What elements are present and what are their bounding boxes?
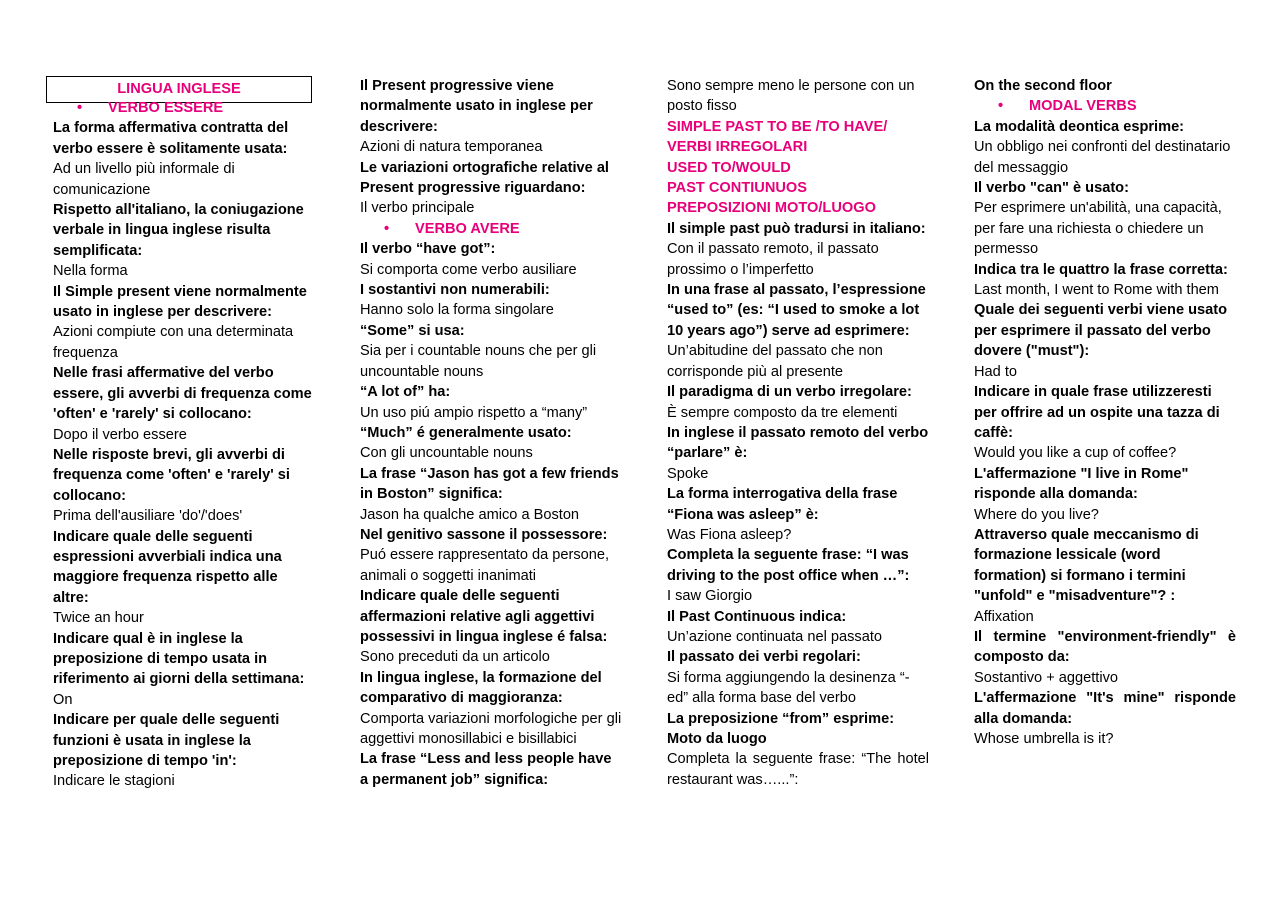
question: “Much” é generalmente usato:	[360, 424, 572, 441]
answer: Sono preceduti da un articolo	[360, 649, 550, 666]
answer: Si comporta come verbo ausiliare	[360, 261, 577, 278]
question: Il Past Continuous indica:	[667, 608, 847, 625]
question: Il verbo "can" è usato:	[974, 180, 1129, 197]
question: La modalità deontica esprime:	[974, 118, 1185, 135]
answer: Affixation	[974, 608, 1034, 625]
question: Il passato dei verbi regolari:	[667, 649, 861, 666]
answer: I saw Giorgio	[667, 588, 753, 605]
question: Il Simple present viene normalmente usato in inglese per descrivere:	[53, 283, 307, 321]
answer: Azioni di natura temporanea	[360, 139, 543, 156]
question: La frase “Less and less people have a permanent job” significa:	[360, 751, 612, 788]
answer: Un’abitudine del passato che non corrisponde più al presente	[667, 343, 883, 380]
question: “A lot of” ha:	[360, 384, 451, 401]
section-heading: SIMPLE PAST TO BE /TO HAVE/	[667, 118, 888, 135]
question-plain: Completa la seguente frase: “The hotel restaurant was…...”:	[667, 751, 929, 788]
column-3	[667, 76, 929, 790]
question: Il verbo “have got”:	[360, 241, 496, 258]
answer: Indicare le stagioni	[53, 773, 175, 790]
question: Quale dei seguenti verbi viene usato per esprimere il passato del verbo dovere ("must"):	[974, 302, 1228, 360]
answer: Un’azione continuata nel passato	[667, 628, 883, 645]
answer: Where do you live?	[974, 506, 1099, 523]
question: Indicare quale delle seguenti affermazioni relative agli aggettivi possessivi in lingua inglese é falsa:	[360, 588, 608, 645]
question: Nelle frasi affermative del verbo essere, gli avverbi di frequenza come 'often' e 'rarely' si collocano:	[53, 365, 312, 423]
answer: Spoke	[667, 465, 709, 482]
question: La forma affermativa contratta del verbo essere è solitamente usata:	[53, 120, 289, 157]
question: Attraverso quale meccanismo di formazione lessicale (word formation) si formano i termini "unfold" e "misadventure"? :	[974, 526, 1199, 605]
column-2	[360, 76, 622, 790]
answer: È sempre composto da tre elementi	[667, 404, 898, 421]
question: In inglese il passato remoto del verbo “parlare” è:	[667, 424, 929, 462]
answer: Nella forma	[53, 263, 128, 280]
question: Indica tra le quattro la frase corretta:	[974, 261, 1228, 278]
question: La preposizione “from” esprime:	[667, 710, 895, 727]
section-heading: USED TO/WOULD	[667, 159, 791, 176]
answer: Whose umbrella is it?	[974, 731, 1114, 747]
question: Indicare qual è in inglese la preposizione di tempo usata in riferimento ai giorni della settimana:	[53, 630, 305, 688]
answer: Twice an hour	[53, 610, 144, 627]
answer: Sono sempre meno le persone con un posto fisso	[667, 78, 915, 115]
section-heading: PAST CONTIUNUOS	[667, 180, 807, 197]
question: Indicare in quale frase utilizzeresti per offrire ad un ospite una tazza di caffè:	[974, 384, 1220, 441]
answer: On	[53, 691, 73, 708]
question: Nel genitivo sassone il possessore:	[360, 526, 608, 543]
answer: Dopo il verbo essere	[53, 426, 187, 443]
answer: Un uso piú ampio rispetto a “many”	[360, 404, 588, 421]
answer: Would you like a cup of coffee?	[974, 445, 1177, 462]
question: La frase “Jason has got a few friends in Boston” significa:	[360, 465, 619, 503]
question: I sostantivi non numerabili:	[360, 282, 550, 299]
answer: Con il passato remoto, il passato prossimo o l’imperfetto	[667, 241, 879, 278]
answer: Ad un livello più informale di comunicazione	[53, 161, 235, 198]
question: Rispetto all'italiano, la coniugazione verbale in lingua inglese risulta semplificata:	[53, 202, 304, 259]
answer-bold: Moto da luogo	[667, 731, 767, 747]
question: Il simple past può tradursi in italiano:	[667, 220, 926, 237]
answer: Jason ha qualche amico a Boston	[360, 506, 580, 523]
answer: Comporta variazioni morfologiche per gli aggettivi monosillabici e bisillabici	[360, 710, 622, 747]
question: Il Present progressive viene normalmente usato in inglese per descrivere:	[360, 78, 593, 135]
answer: Con gli uncountable nouns	[360, 445, 533, 462]
answer: Hanno solo la forma singolare	[360, 302, 554, 319]
answer: Un obbligo nei confronti del destinatario del messaggio	[974, 139, 1231, 176]
answer: Azioni compiute con una determinata frequenza	[53, 324, 294, 361]
answer: Prima dell'ausiliare 'do'/'does'	[53, 508, 243, 525]
answer-bold: On the second floor	[974, 78, 1112, 94]
answer: Puó essere rappresentato da persone, animali o soggetti inanimati	[360, 547, 610, 584]
answer: Last month, I went to Rome with them	[974, 282, 1219, 299]
question: In lingua inglese, la formazione del comparativo di maggioranza:	[360, 669, 602, 707]
question: Il paradigma di un verbo irregolare:	[667, 384, 912, 401]
question: Il termine "environment-friendly" è composto da:	[974, 628, 1236, 666]
answer: Had to	[974, 363, 1017, 380]
section-heading-verbo-essere: • VERBO ESSERE	[53, 98, 313, 118]
question: Completa la seguente frase: “I was driving to the post office when …”:	[667, 547, 910, 584]
column-4	[974, 76, 1236, 749]
answer: Il verbo principale	[360, 200, 475, 217]
section-heading-modal-verbs: • MODAL VERBS	[974, 96, 1236, 116]
page-title: LINGUA INGLESE	[46, 76, 312, 103]
answer: Per esprimere un'abilità, una capacità, per fare una richiesta o chiedere un permesso	[974, 200, 1222, 258]
question: “Some” si usa:	[360, 322, 465, 339]
column-1	[53, 98, 313, 792]
question: Indicare per quale delle seguenti funzioni è usata in inglese la preposizione di tempo 'in':	[53, 712, 280, 769]
section-heading: PREPOSIZIONI MOTO/LUOGO	[667, 200, 876, 217]
question: L'affermazione "It's mine" risponde alla domanda:	[974, 690, 1236, 727]
question: L'affermazione "I live in Rome" risponde alla domanda:	[974, 465, 1189, 503]
answer: Si forma aggiungendo la desinenza “-ed” alla forma base del verbo	[667, 669, 910, 707]
section-heading-verbo-avere: • VERBO AVERE	[360, 219, 622, 239]
question: Le variazioni ortografiche relative al Present progressive riguardano:	[360, 159, 609, 197]
answer: Was Fiona asleep?	[667, 526, 792, 543]
question: La forma interrogativa della frase “Fiona was asleep” è:	[667, 486, 898, 523]
question: In una frase al passato, l’espressione “used to” (es: “I used to smoke a lot 10 years ago”) serve ad esprimere:	[667, 282, 926, 339]
answer: Sia per i countable nouns che per gli uncountable nouns	[360, 343, 597, 380]
question: Nelle risposte brevi, gli avverbi di frequenza come 'often' e 'rarely' si collocano:	[53, 446, 290, 504]
answer: Sostantivo + aggettivo	[974, 669, 1119, 686]
question: Indicare quale delle seguenti espressioni avverbiali indica una maggiore frequenza rispetto alle altre:	[53, 528, 282, 606]
section-heading: VERBI IRREGOLARI	[667, 139, 808, 156]
